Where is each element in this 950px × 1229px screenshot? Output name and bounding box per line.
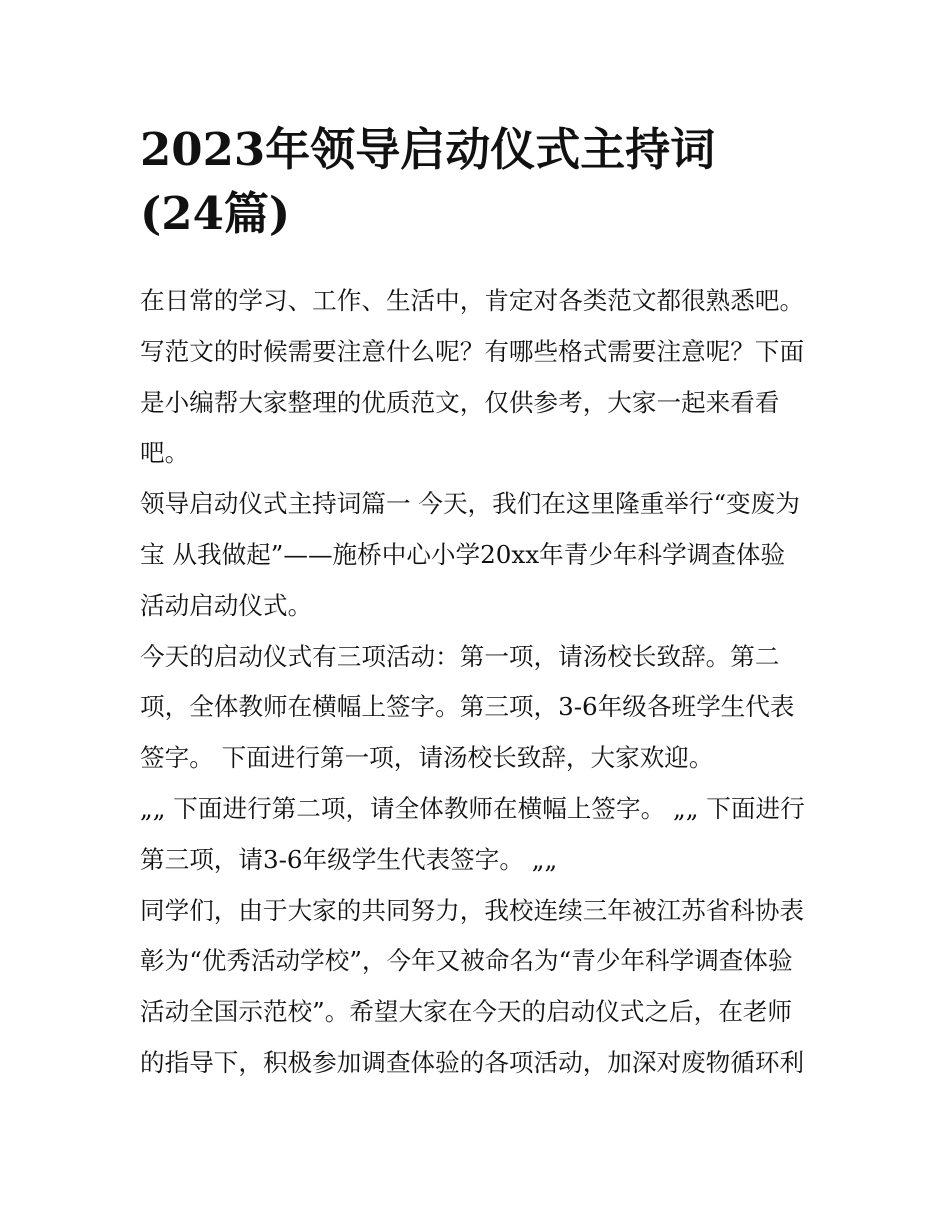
body-line: 的指导下，积极参加调查体验的各项活动，加深对废物循环利 [140, 1047, 805, 1077]
body-line: 第三项，请3-6年级学生代表签字。 „„ [140, 844, 558, 874]
body-line: 吧。 [140, 438, 190, 468]
body-line: 宝 从我做起”——施桥中心小学20xx年青少年科学调查体验 [140, 539, 786, 569]
body-line: 项，全体教师在横幅上签字。第三项，3-6年级各班学生代表 [140, 692, 795, 722]
body-line: 同学们，由于大家的共同努力，我校连续三年被江苏省科协表 [140, 895, 805, 925]
body-line: 写范文的时候需要注意什么呢？有哪些格式需要注意呢？下面 [140, 336, 805, 366]
body-line: 是小编帮大家整理的优质范文，仅供参考，大家一起来看看 [140, 387, 780, 417]
document-title [140, 118, 715, 246]
body-line: 在日常的学习、工作、生活中，肯定对各类范文都很熟悉吧。 [140, 286, 805, 315]
body-line: 彰为“优秀活动学校”，今年又被命名为“青少年科学调查体验 [140, 946, 793, 976]
body-line: 签字。 下面进行第一项，请汤校长致辞，大家欢迎。 [140, 743, 714, 773]
title-line-2: (24篇) [140, 187, 291, 240]
body-line: 活动全国示范校”。希望大家在今天的启动仪式之后，在老师 [140, 997, 793, 1027]
body-line: 今天的启动仪式有三项活动：第一项，请汤校长致辞。第二 [140, 641, 780, 671]
title-line-1: 2023年领导启动仪式主持词 [140, 123, 716, 176]
body-line: 活动启动仪式。 [140, 590, 313, 620]
document-body [140, 276, 830, 1089]
body-line: 领导启动仪式主持词篇一 今天，我们在这里隆重举行“变废为 [140, 489, 800, 519]
body-line: „„ 下面进行第二项，请全体教师在横幅上签字。 „„ 下面进行 [140, 793, 805, 823]
